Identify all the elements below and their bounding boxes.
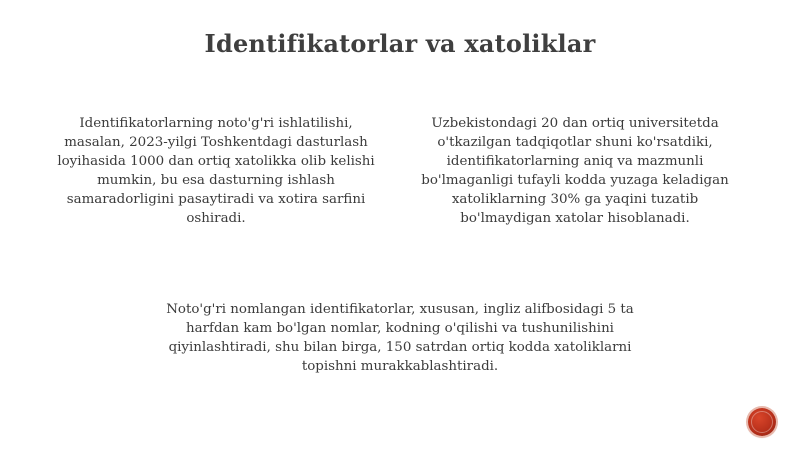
paragraph-bottom: Noto'g'ri nomlangan identifikatorlar, xususan, ingliz alifbosidagi 5 ta harfdan kam bo'lgan nomlar, kodning o'qilishi va tushunilishini qiyinlashtiradi, shu bilan birga, 150 satrdan ortiq kodda xatoliklarni topishni murakkablashtiradi. [166,302,634,374]
paragraph-right: Uzbekistondagi 20 dan ortiq universitetda o'tkazilgan tadqiqotlar shuni ko'rsatdiki, identifikatorlarning aniq va mazmunli bo'lmaganligi tufayli kodda yuzaga keladigan xatoliklarning 30% ga yaqini tuzatib bo'lmaydigan xatolar hisoblanadi. [421,116,729,226]
slide-title: Identifikatorlar va xatoliklar [204,29,596,58]
next-slide-button-icon[interactable] [748,408,776,436]
paragraph-left: Identifikatorlarning noto'g'ri ishlatilishi, masalan, 2023-yilgi Toshkentdagi dasturlash loyihasida 1000 dan ortiq xatolikka olib kelishi mumkin, bu esa dasturning ishlash samaradorligini pasaytiradi va xotira sarfini oshiradi. [57,116,375,226]
